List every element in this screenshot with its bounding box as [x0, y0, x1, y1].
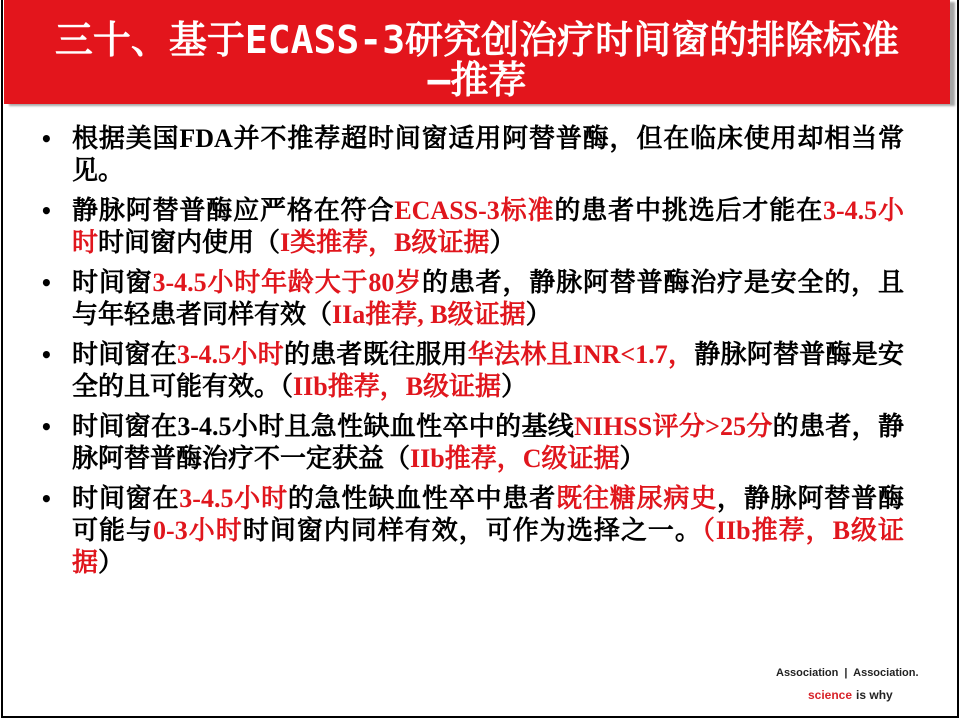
bullet-item: [36, 411, 904, 475]
bullet-text: 时间窗在: [72, 484, 180, 513]
tagline-rest: is why: [856, 688, 893, 702]
bullet-highlight: 3-4.5小时: [179, 484, 288, 513]
bullet-text: ）: [489, 228, 516, 257]
tagline: [808, 688, 893, 702]
bullet-highlight: 华法林且INR<1.7，: [467, 340, 695, 369]
bullet-text: 的患者，静脉阿替普酶治疗是安全的，且与年轻患者同样有效（: [72, 268, 904, 329]
slide-title-line-1: 三十、基于ECASS-3研究创治疗时间窗的排除标准: [54, 18, 900, 62]
bullet-highlight: NIHSS评分>25分: [574, 412, 773, 441]
bullet-highlight: IIa推荐, B级证据: [332, 300, 526, 329]
bullet-text: ）: [501, 372, 528, 401]
bullet-text: ）: [98, 548, 125, 577]
title-block: [4, 0, 950, 100]
bullet-text: 的急性缺血性卒中患者: [287, 484, 557, 513]
bullet-marker: •: [40, 343, 53, 367]
tagline-science: science: [808, 688, 853, 702]
bullet-text: 的患者中挑选后才能在: [554, 196, 823, 225]
bullet-text: 时间窗: [72, 268, 153, 297]
bullet-highlight: （IIb推荐，B级证据: [72, 516, 904, 577]
bullet-highlight: 既往糖尿病史: [556, 484, 718, 513]
bullet-marker: •: [40, 127, 53, 151]
slide-title-line-2: —推荐: [427, 58, 527, 102]
bullet-item: [36, 123, 904, 187]
bullet-item: [36, 195, 904, 259]
bullet-marker: •: [40, 487, 53, 511]
bullet-highlight: I类推荐，B级证据: [280, 228, 490, 257]
bullet-text: ）: [619, 444, 646, 473]
bullet-item: [36, 267, 904, 331]
bullet-highlight: 3-4.5小时: [72, 196, 904, 257]
bullet-highlight: IIb推荐，C级证据: [410, 444, 620, 473]
bullet-item: [36, 339, 904, 403]
bullet-text: 时间窗在3-4.5小时且急性缺血性卒中的基线: [72, 412, 575, 441]
bullet-text: 根据美国FDA并不推荐超时间窗适用阿替普酶，但在临床使用却相当常见。: [72, 124, 904, 185]
bullet-highlight: 3-4.5小时年龄大于80岁: [152, 268, 423, 297]
bullet-text: 时间窗在: [72, 340, 178, 369]
bullet-highlight: 0-3小时: [153, 516, 243, 545]
bullet-list: [36, 123, 904, 587]
association-logo-text: Association | Association.: [776, 667, 919, 679]
bullet-item: [36, 483, 904, 579]
bullet-marker: •: [40, 199, 53, 223]
bullet-highlight: IIb推荐，B级证据: [293, 372, 502, 401]
bullet-marker: •: [40, 271, 53, 295]
bullet-text: ）: [525, 300, 552, 329]
bullet-highlight: ECASS-3标准: [394, 196, 555, 225]
bullet-text: 时间窗内使用（: [98, 228, 281, 257]
bullet-text: ，静脉阿替普酶可能与: [72, 484, 904, 545]
bullet-text: 的患者既往服用: [283, 340, 468, 369]
bullet-text: 静脉阿替普酶应严格在符合: [72, 196, 395, 225]
bullet-marker: •: [40, 415, 53, 439]
bullet-text: 时间窗内同样有效，可作为选择之一。: [242, 516, 702, 545]
bullet-text: 的患者，静脉阿替普酶治疗不一定获益（: [72, 412, 904, 473]
bullet-highlight: 3-4.5小时: [177, 340, 284, 369]
title-banner: [4, 0, 950, 104]
bullet-text: 静脉阿替普酶是安全的且可能有效。（: [72, 340, 904, 401]
